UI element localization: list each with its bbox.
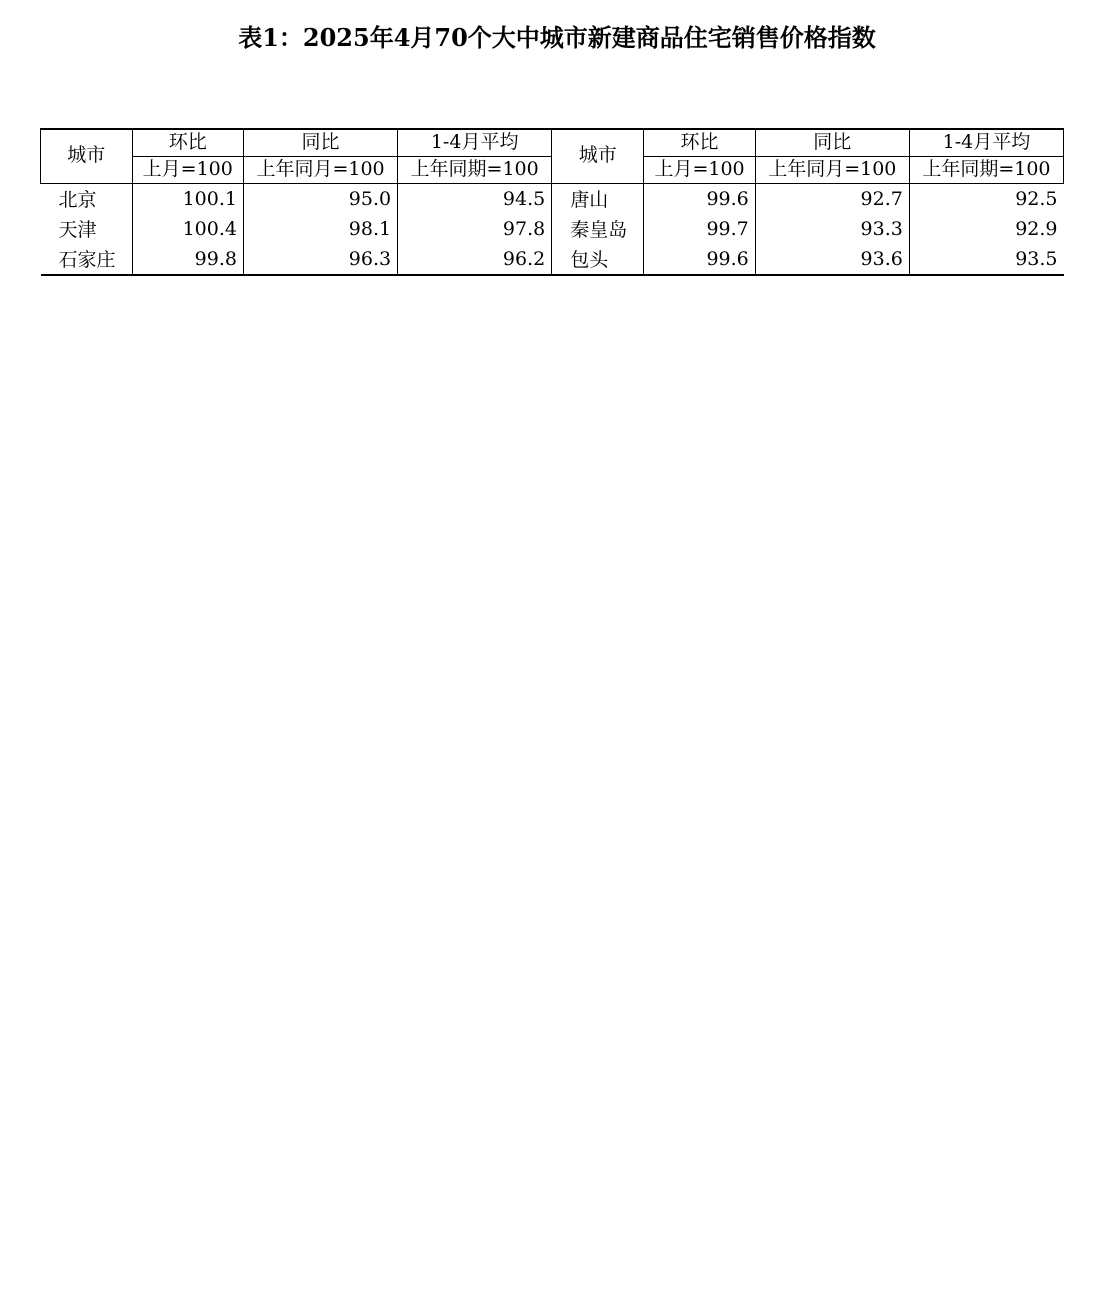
right-yoy-cell: 93.3 <box>755 214 909 244</box>
table-row <box>41 183 1064 214</box>
city-header-right: 城市 <box>552 129 644 183</box>
right-yoy-cell: 93.6 <box>755 244 909 275</box>
table-row <box>41 244 1064 275</box>
left-city-cell: 石家庄 <box>58 249 116 272</box>
left-city-cell: 天津 <box>58 219 97 242</box>
right-mom-cell: 99.7 <box>644 214 755 244</box>
table-row <box>41 214 1064 244</box>
price-index-table <box>40 128 1064 276</box>
left-avg-cell: 94.5 <box>398 183 552 214</box>
yoy-header-left: 同比 <box>243 129 397 156</box>
right-avg-cell: 92.5 <box>909 183 1063 214</box>
right-yoy-cell: 92.7 <box>755 183 909 214</box>
avg-header-right: 1-4月平均 <box>909 129 1063 156</box>
left-avg-cell: 97.8 <box>398 214 552 244</box>
avg-base-right: 上年同期=100 <box>909 156 1063 183</box>
left-yoy-cell: 95.0 <box>243 183 397 214</box>
mom-header-right: 环比 <box>644 129 755 156</box>
yoy-base-left: 上年同月=100 <box>243 156 397 183</box>
right-city-cell: 包头 <box>552 244 644 275</box>
left-mom-cell: 100.1 <box>132 183 243 214</box>
right-avg-cell: 93.5 <box>909 244 1063 275</box>
left-city-cell: 北京 <box>58 189 97 212</box>
right-city-cell: 秦皇岛 <box>552 214 644 244</box>
mom-header-left: 环比 <box>132 129 243 156</box>
table-title: 表1：2025年4月70个大中城市新建商品住宅销售价格指数 <box>238 23 876 52</box>
avg-header-left: 1-4月平均 <box>398 129 552 156</box>
left-mom-cell: 99.8 <box>132 244 243 275</box>
yoy-base-right: 上年同月=100 <box>755 156 909 183</box>
mom-base-right: 上月=100 <box>644 156 755 183</box>
yoy-header-right: 同比 <box>755 129 909 156</box>
city-header-left: 城市 <box>41 129 133 183</box>
left-yoy-cell: 98.1 <box>243 214 397 244</box>
mom-base-left: 上月=100 <box>132 156 243 183</box>
right-city-cell: 唐山 <box>552 183 644 214</box>
right-avg-cell: 92.9 <box>909 214 1063 244</box>
left-avg-cell: 96.2 <box>398 244 552 275</box>
right-mom-cell: 99.6 <box>644 183 755 214</box>
left-yoy-cell: 96.3 <box>243 244 397 275</box>
avg-base-left: 上年同期=100 <box>398 156 552 183</box>
left-mom-cell: 100.4 <box>132 214 243 244</box>
right-mom-cell: 99.6 <box>644 244 755 275</box>
table-body <box>41 183 1064 275</box>
